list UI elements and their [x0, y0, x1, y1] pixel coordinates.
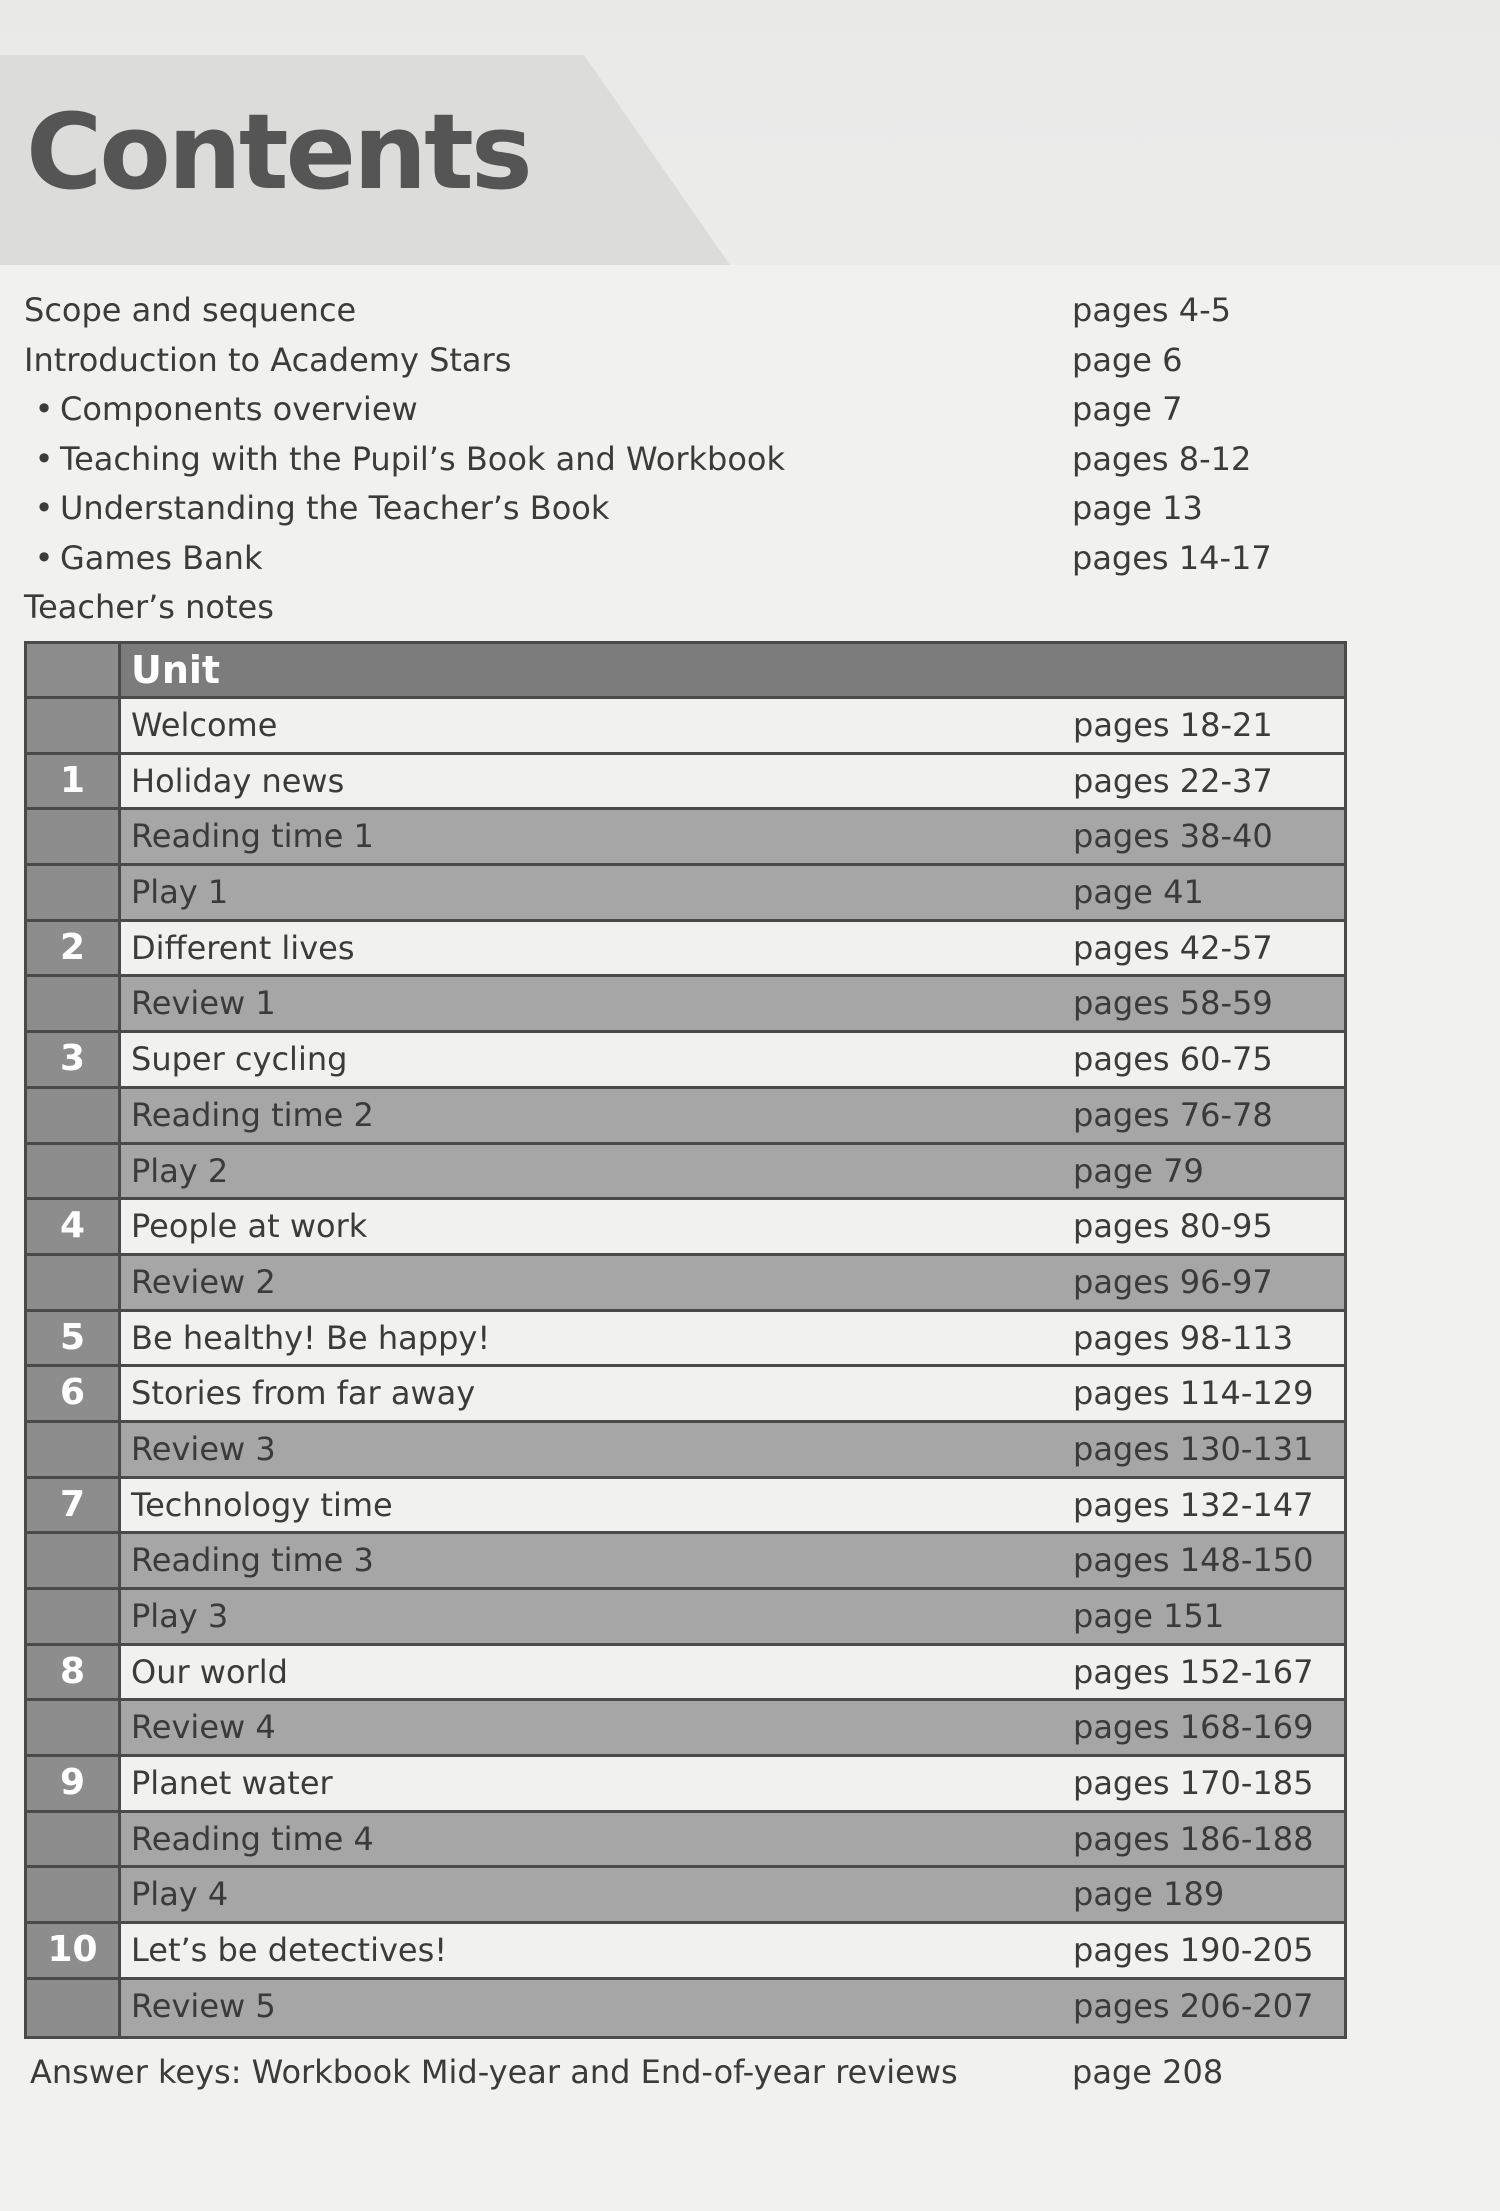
table-row: [27, 977, 1344, 1033]
unit-title-cell: [121, 1924, 1344, 1977]
unit-contents-table: [24, 641, 1347, 2039]
table-row: [27, 1367, 1344, 1423]
unit-title-cell: [121, 977, 1344, 1030]
unit-title-cell: [121, 1089, 1344, 1142]
unit-title-cell: [121, 1367, 1344, 1420]
unit-pages: pages 186-188: [1073, 1819, 1314, 1858]
unit-title: Reading time 2: [131, 1095, 374, 1134]
intro-item: [24, 488, 1354, 538]
answer-keys-label: Answer keys: Workbook Mid-year and End-of-year reviews: [30, 2053, 958, 2091]
unit-title: Reading time 4: [131, 1819, 374, 1858]
unit-title: Play 3: [131, 1597, 229, 1635]
intro-item-label: [24, 290, 356, 330]
unit-pages: pages 42-57: [1073, 928, 1273, 967]
unit-number-cell: 4: [27, 1200, 121, 1253]
intro-item: [24, 389, 1354, 439]
unit-pages: pages 148-150: [1073, 1541, 1314, 1580]
unit-number-cell: [27, 1145, 121, 1198]
unit-title-cell: [121, 1646, 1344, 1699]
intro-item-label: [28, 389, 418, 429]
unit-pages: pages 76-78: [1073, 1095, 1273, 1134]
table-row: [27, 1089, 1344, 1145]
unit-title: Review 1: [131, 984, 276, 1023]
table-row: [27, 1256, 1344, 1312]
unit-pages: pages 190-205: [1073, 1931, 1314, 1970]
answer-keys-entry: [30, 2052, 1360, 2092]
unit-title-cell: [121, 1980, 1344, 2036]
unit-title: Welcome: [131, 706, 278, 744]
intro-item-pages: pages 14-17: [1072, 538, 1272, 577]
unit-pages: page 41: [1073, 873, 1204, 912]
table-row: [27, 1646, 1344, 1702]
unit-number-cell: [27, 699, 121, 752]
unit-pages: pages 152-167: [1073, 1652, 1314, 1691]
unit-pages: pages 130-131: [1073, 1429, 1314, 1468]
table-row: [27, 1980, 1344, 2036]
table-row: [27, 1868, 1344, 1924]
table-row: [27, 699, 1344, 755]
page-title: Contents: [26, 91, 530, 213]
table-row: [27, 810, 1344, 866]
unit-number-cell: [27, 1868, 121, 1921]
unit-title-cell: [121, 1145, 1344, 1198]
unit-title: Our world: [131, 1652, 288, 1691]
unit-title-cell: [121, 1701, 1344, 1754]
unit-number-cell: [27, 1590, 121, 1643]
intro-item-label: [28, 538, 262, 578]
unit-number-cell: [27, 810, 121, 863]
unit-pages: pages 18-21: [1073, 706, 1273, 744]
unit-pages: pages 38-40: [1073, 817, 1273, 856]
unit-number-cell: 6: [27, 1367, 121, 1420]
unit-table-header: [27, 644, 1344, 699]
unit-number-header-cell: [27, 644, 121, 696]
unit-pages: pages 170-185: [1073, 1764, 1314, 1803]
unit-title-cell: [121, 866, 1344, 919]
table-row: [27, 922, 1344, 978]
table-row: [27, 1312, 1344, 1368]
unit-number-cell: 3: [27, 1033, 121, 1086]
intro-item-text: Understanding the Teacher’s Book: [60, 489, 610, 527]
unit-number-cell: [27, 1813, 121, 1866]
intro-item-text: Introduction to Academy Stars: [24, 340, 512, 379]
unit-title-cell: [121, 1256, 1344, 1309]
unit-title-cell: [121, 1757, 1344, 1810]
unit-title: People at work: [131, 1207, 368, 1246]
unit-title: Stories from far away: [131, 1374, 476, 1413]
intro-item-pages: page 13: [1072, 489, 1203, 527]
unit-title-cell: [121, 1479, 1344, 1532]
unit-number-cell: [27, 1256, 121, 1309]
intro-item-label: [28, 439, 785, 479]
unit-number-cell: 8: [27, 1646, 121, 1699]
unit-pages: page 151: [1073, 1597, 1225, 1635]
unit-title-cell: [121, 1312, 1344, 1365]
unit-number-cell: [27, 1423, 121, 1476]
table-row: [27, 1200, 1344, 1256]
intro-item-pages: page 6: [1072, 340, 1183, 379]
intro-item: [24, 340, 1354, 390]
intro-item-text: Teacher’s notes: [24, 588, 274, 626]
bullet-icon: •: [34, 390, 54, 428]
unit-title: Reading time 1: [131, 817, 374, 856]
table-row: [27, 1033, 1344, 1089]
intro-item: [24, 538, 1354, 588]
unit-title-cell: [121, 1868, 1344, 1921]
intro-item-pages: pages 4-5: [1072, 291, 1232, 329]
unit-number-cell: 5: [27, 1312, 121, 1365]
answer-keys-pages: page 208: [1072, 2053, 1224, 2091]
unit-pages: pages 98-113: [1073, 1318, 1294, 1357]
table-row: [27, 1479, 1344, 1535]
unit-number-cell: [27, 866, 121, 919]
unit-title-cell: [121, 1423, 1344, 1476]
unit-title: Play 4: [131, 1875, 229, 1914]
unit-title: Different lives: [131, 928, 355, 967]
unit-pages: pages 80-95: [1073, 1207, 1273, 1246]
bullet-icon: •: [34, 489, 54, 527]
unit-title: Review 5: [131, 1986, 276, 2025]
unit-number-cell: [27, 1701, 121, 1754]
unit-number-cell: [27, 977, 121, 1030]
table-row: [27, 1145, 1344, 1201]
intro-item-label: [28, 488, 609, 528]
unit-title-cell: [121, 1590, 1344, 1643]
unit-pages: pages 96-97: [1073, 1262, 1273, 1301]
unit-number-cell: [27, 1089, 121, 1142]
intro-contents-list: [24, 290, 1354, 637]
unit-title: Review 3: [131, 1429, 276, 1468]
table-row: [27, 1423, 1344, 1479]
unit-number-cell: 9: [27, 1757, 121, 1810]
unit-pages: pages 22-37: [1073, 761, 1273, 800]
unit-pages: pages 132-147: [1073, 1485, 1314, 1524]
unit-title: Technology time: [131, 1485, 393, 1524]
unit-title: Holiday news: [131, 761, 345, 800]
unit-title-cell: [121, 755, 1344, 808]
bullet-icon: •: [34, 439, 54, 478]
intro-item: [24, 290, 1354, 340]
intro-item-text: Scope and sequence: [24, 291, 357, 329]
unit-pages: pages 206-207: [1073, 1986, 1314, 2025]
unit-title-cell: [121, 922, 1344, 975]
unit-number-cell: 1: [27, 755, 121, 808]
table-row: [27, 1924, 1344, 1980]
table-row: [27, 1590, 1344, 1646]
unit-number-cell: 7: [27, 1479, 121, 1532]
intro-item: [24, 439, 1354, 489]
unit-title: Super cycling: [131, 1040, 348, 1079]
unit-number-cell: 10: [27, 1924, 121, 1977]
unit-pages: pages 58-59: [1073, 984, 1273, 1023]
unit-title-cell: [121, 810, 1344, 863]
intro-item-text: Teaching with the Pupil’s Book and Workbook: [60, 439, 786, 478]
unit-title: Be healthy! Be happy!: [131, 1318, 491, 1357]
unit-pages: pages 168-169: [1073, 1708, 1314, 1747]
table-row: [27, 755, 1344, 811]
unit-pages: page 189: [1073, 1875, 1225, 1914]
unit-number-cell: 2: [27, 922, 121, 975]
unit-header-label: Unit: [121, 644, 1344, 696]
unit-title: Play 2: [131, 1151, 229, 1190]
unit-title: Play 1: [131, 873, 229, 912]
table-row: [27, 1701, 1344, 1757]
intro-item-label: [24, 587, 274, 627]
intro-item: [24, 587, 1354, 637]
unit-title-cell: [121, 1200, 1344, 1253]
table-row: [27, 1757, 1344, 1813]
unit-title-cell: [121, 1534, 1344, 1587]
intro-item-pages: pages 8-12: [1072, 439, 1252, 478]
table-row: [27, 1534, 1344, 1590]
intro-item-pages: page 7: [1072, 390, 1183, 428]
bullet-icon: •: [34, 538, 54, 577]
unit-title-cell: [121, 1033, 1344, 1086]
intro-item-text: Games Bank: [60, 538, 263, 577]
unit-number-cell: [27, 1980, 121, 2036]
intro-item-label: [24, 340, 511, 380]
unit-title: Review 2: [131, 1262, 276, 1301]
table-row: [27, 866, 1344, 922]
unit-pages: pages 60-75: [1073, 1040, 1273, 1079]
unit-pages: page 79: [1073, 1151, 1204, 1190]
unit-title-cell: [121, 699, 1344, 752]
unit-title: Let’s be detectives!: [131, 1931, 448, 1970]
intro-item-text: Components overview: [60, 390, 418, 428]
table-row: [27, 1813, 1344, 1869]
unit-title-cell: [121, 1813, 1344, 1866]
unit-title: Planet water: [131, 1764, 333, 1803]
unit-title: Reading time 3: [131, 1541, 374, 1580]
unit-number-cell: [27, 1534, 121, 1587]
unit-title: Review 4: [131, 1708, 276, 1747]
unit-pages: pages 114-129: [1073, 1374, 1314, 1413]
